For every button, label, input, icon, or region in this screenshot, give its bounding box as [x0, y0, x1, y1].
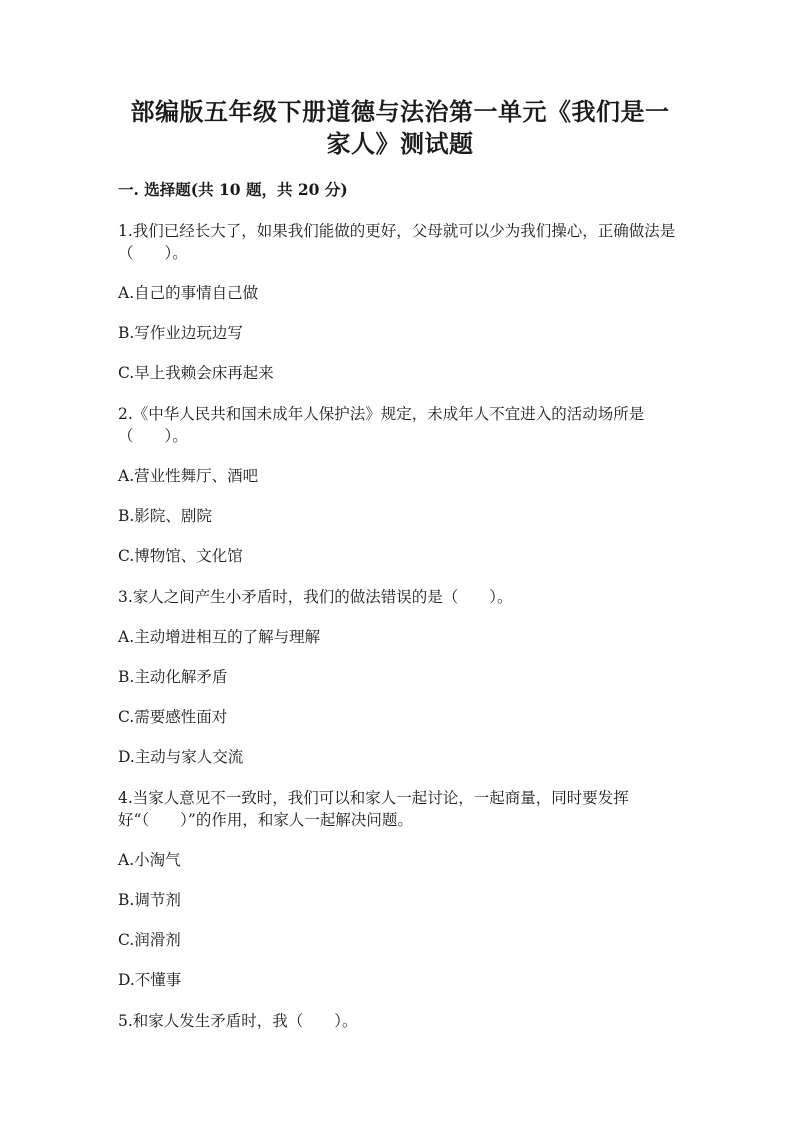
- question-4-option-a: A.小淘气: [118, 851, 181, 869]
- question-1-option-a: A.自己的事情自己做: [118, 284, 259, 302]
- title-line-2: 家人》测试题: [326, 129, 474, 158]
- question-3: 3.家人之间产生小矛盾时，我们的做法错误的是（ ）。: [118, 588, 513, 606]
- question-3-option-d: D.主动与家人交流: [118, 748, 244, 766]
- question-3-option-b: B.主动化解矛盾: [118, 668, 228, 686]
- section-header: 一. 选择题(共 10 题，共 20 分): [118, 180, 348, 199]
- question-5: 5.和家人发生矛盾时，我（ ）。: [118, 1012, 358, 1030]
- question-4: 4.当家人意见不一致时，我们可以和家人一起讨论，一起商量，同时要发挥好“（ ）”的作用，和家人一起解决问题。: [118, 789, 629, 829]
- question-3-option-c: C.需要感性面对: [118, 708, 228, 726]
- page-title: [118, 96, 682, 160]
- question-4-option-b: B.调节剂: [118, 891, 181, 909]
- question-2-option-b: B.影院、剧院: [118, 507, 212, 525]
- question-1: 1.我们已经长大了，如果我们能做的更好，父母就可以少为我们操心，正确做法是（ ）。: [118, 222, 676, 262]
- question-4-option-c: C.润滑剂: [118, 931, 181, 949]
- question-1-option-c: C.早上我赖会床再起来: [118, 364, 274, 382]
- question-4-option-d: D.不懂事: [118, 971, 182, 989]
- question-3-option-a: A.主动增进相互的了解与理解: [118, 628, 321, 646]
- title-line-1: 部编版五年级下册道德与法治第一单元《我们是一: [130, 97, 670, 126]
- question-2-option-a: A.营业性舞厅、酒吧: [118, 467, 259, 485]
- question-2-option-c: C.博物馆、文化馆: [118, 547, 243, 565]
- question-2: 2.《中华人民共和国未成年人保护法》规定，未成年人不宜进入的活动场所是（ ）。: [118, 405, 645, 445]
- question-1-option-b: B.写作业边玩边写: [118, 324, 243, 342]
